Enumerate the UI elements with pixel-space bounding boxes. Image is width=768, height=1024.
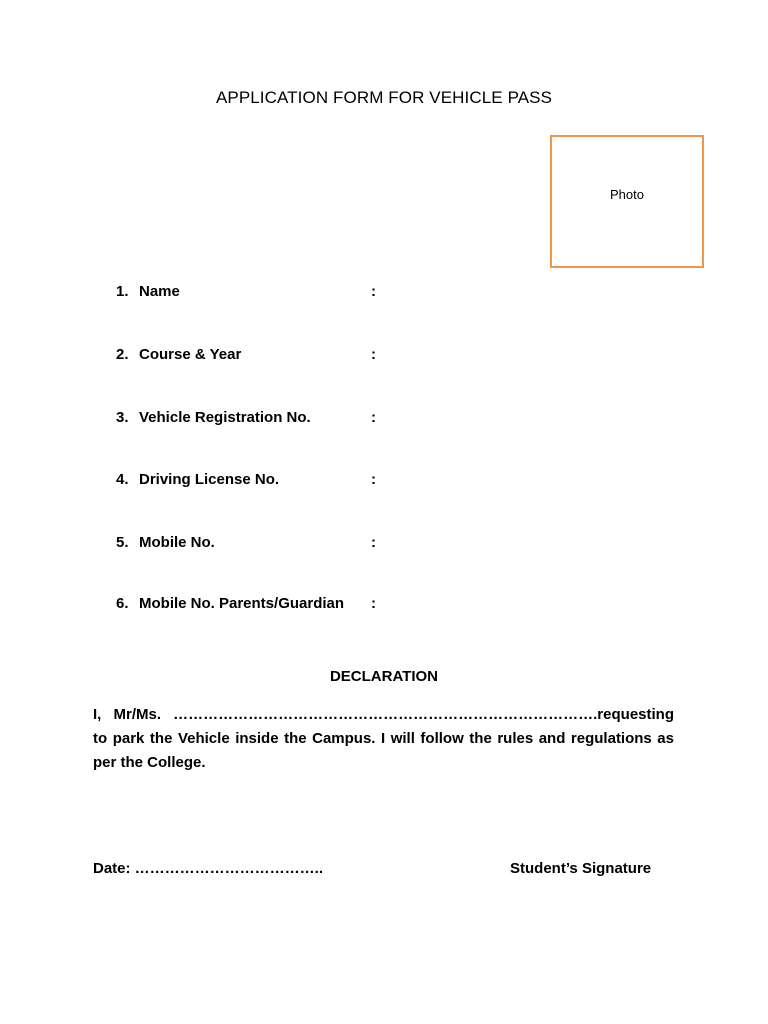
field-number: 6. (116, 595, 129, 612)
student-signature-label: Student’s Signature (510, 860, 652, 877)
declaration-text: I, Mr/Ms. ………………………………………………………………………….requesting to park the Vehicle inside the Campus. I will follow the rules and regulations as per the College. (93, 706, 674, 771)
field-mobile-parents (116, 595, 416, 615)
form-title: APPLICATION FORM FOR VEHICLE PASS (215, 88, 553, 107)
field-label: Name (139, 283, 180, 300)
photo-placeholder-box (550, 135, 704, 268)
field-number: 5. (116, 534, 129, 551)
field-course-year (116, 346, 416, 366)
field-number: 3. (116, 409, 129, 426)
field-label: Mobile No. (139, 534, 215, 551)
field-colon: : (371, 534, 376, 551)
field-vehicle-registration (116, 409, 416, 429)
field-number: 1. (116, 283, 129, 300)
field-colon: : (371, 409, 376, 426)
field-mobile (116, 534, 416, 554)
field-label: Driving License No. (139, 471, 280, 488)
field-number: 2. (116, 346, 129, 363)
field-label: Mobile No. Parents/Guardian (139, 595, 345, 612)
field-name (116, 283, 416, 303)
field-label: Vehicle Registration No. (139, 409, 311, 426)
field-colon: : (371, 283, 376, 300)
photo-label: Photo (610, 187, 644, 202)
field-driving-license (116, 471, 416, 491)
field-label: Course & Year (139, 346, 242, 363)
date-line: Date: ……………………………….. (93, 860, 324, 877)
field-colon: : (371, 595, 376, 612)
field-colon: : (371, 471, 376, 488)
declaration-heading: DECLARATION (329, 668, 439, 685)
field-colon: : (371, 346, 376, 363)
field-number: 4. (116, 471, 129, 488)
